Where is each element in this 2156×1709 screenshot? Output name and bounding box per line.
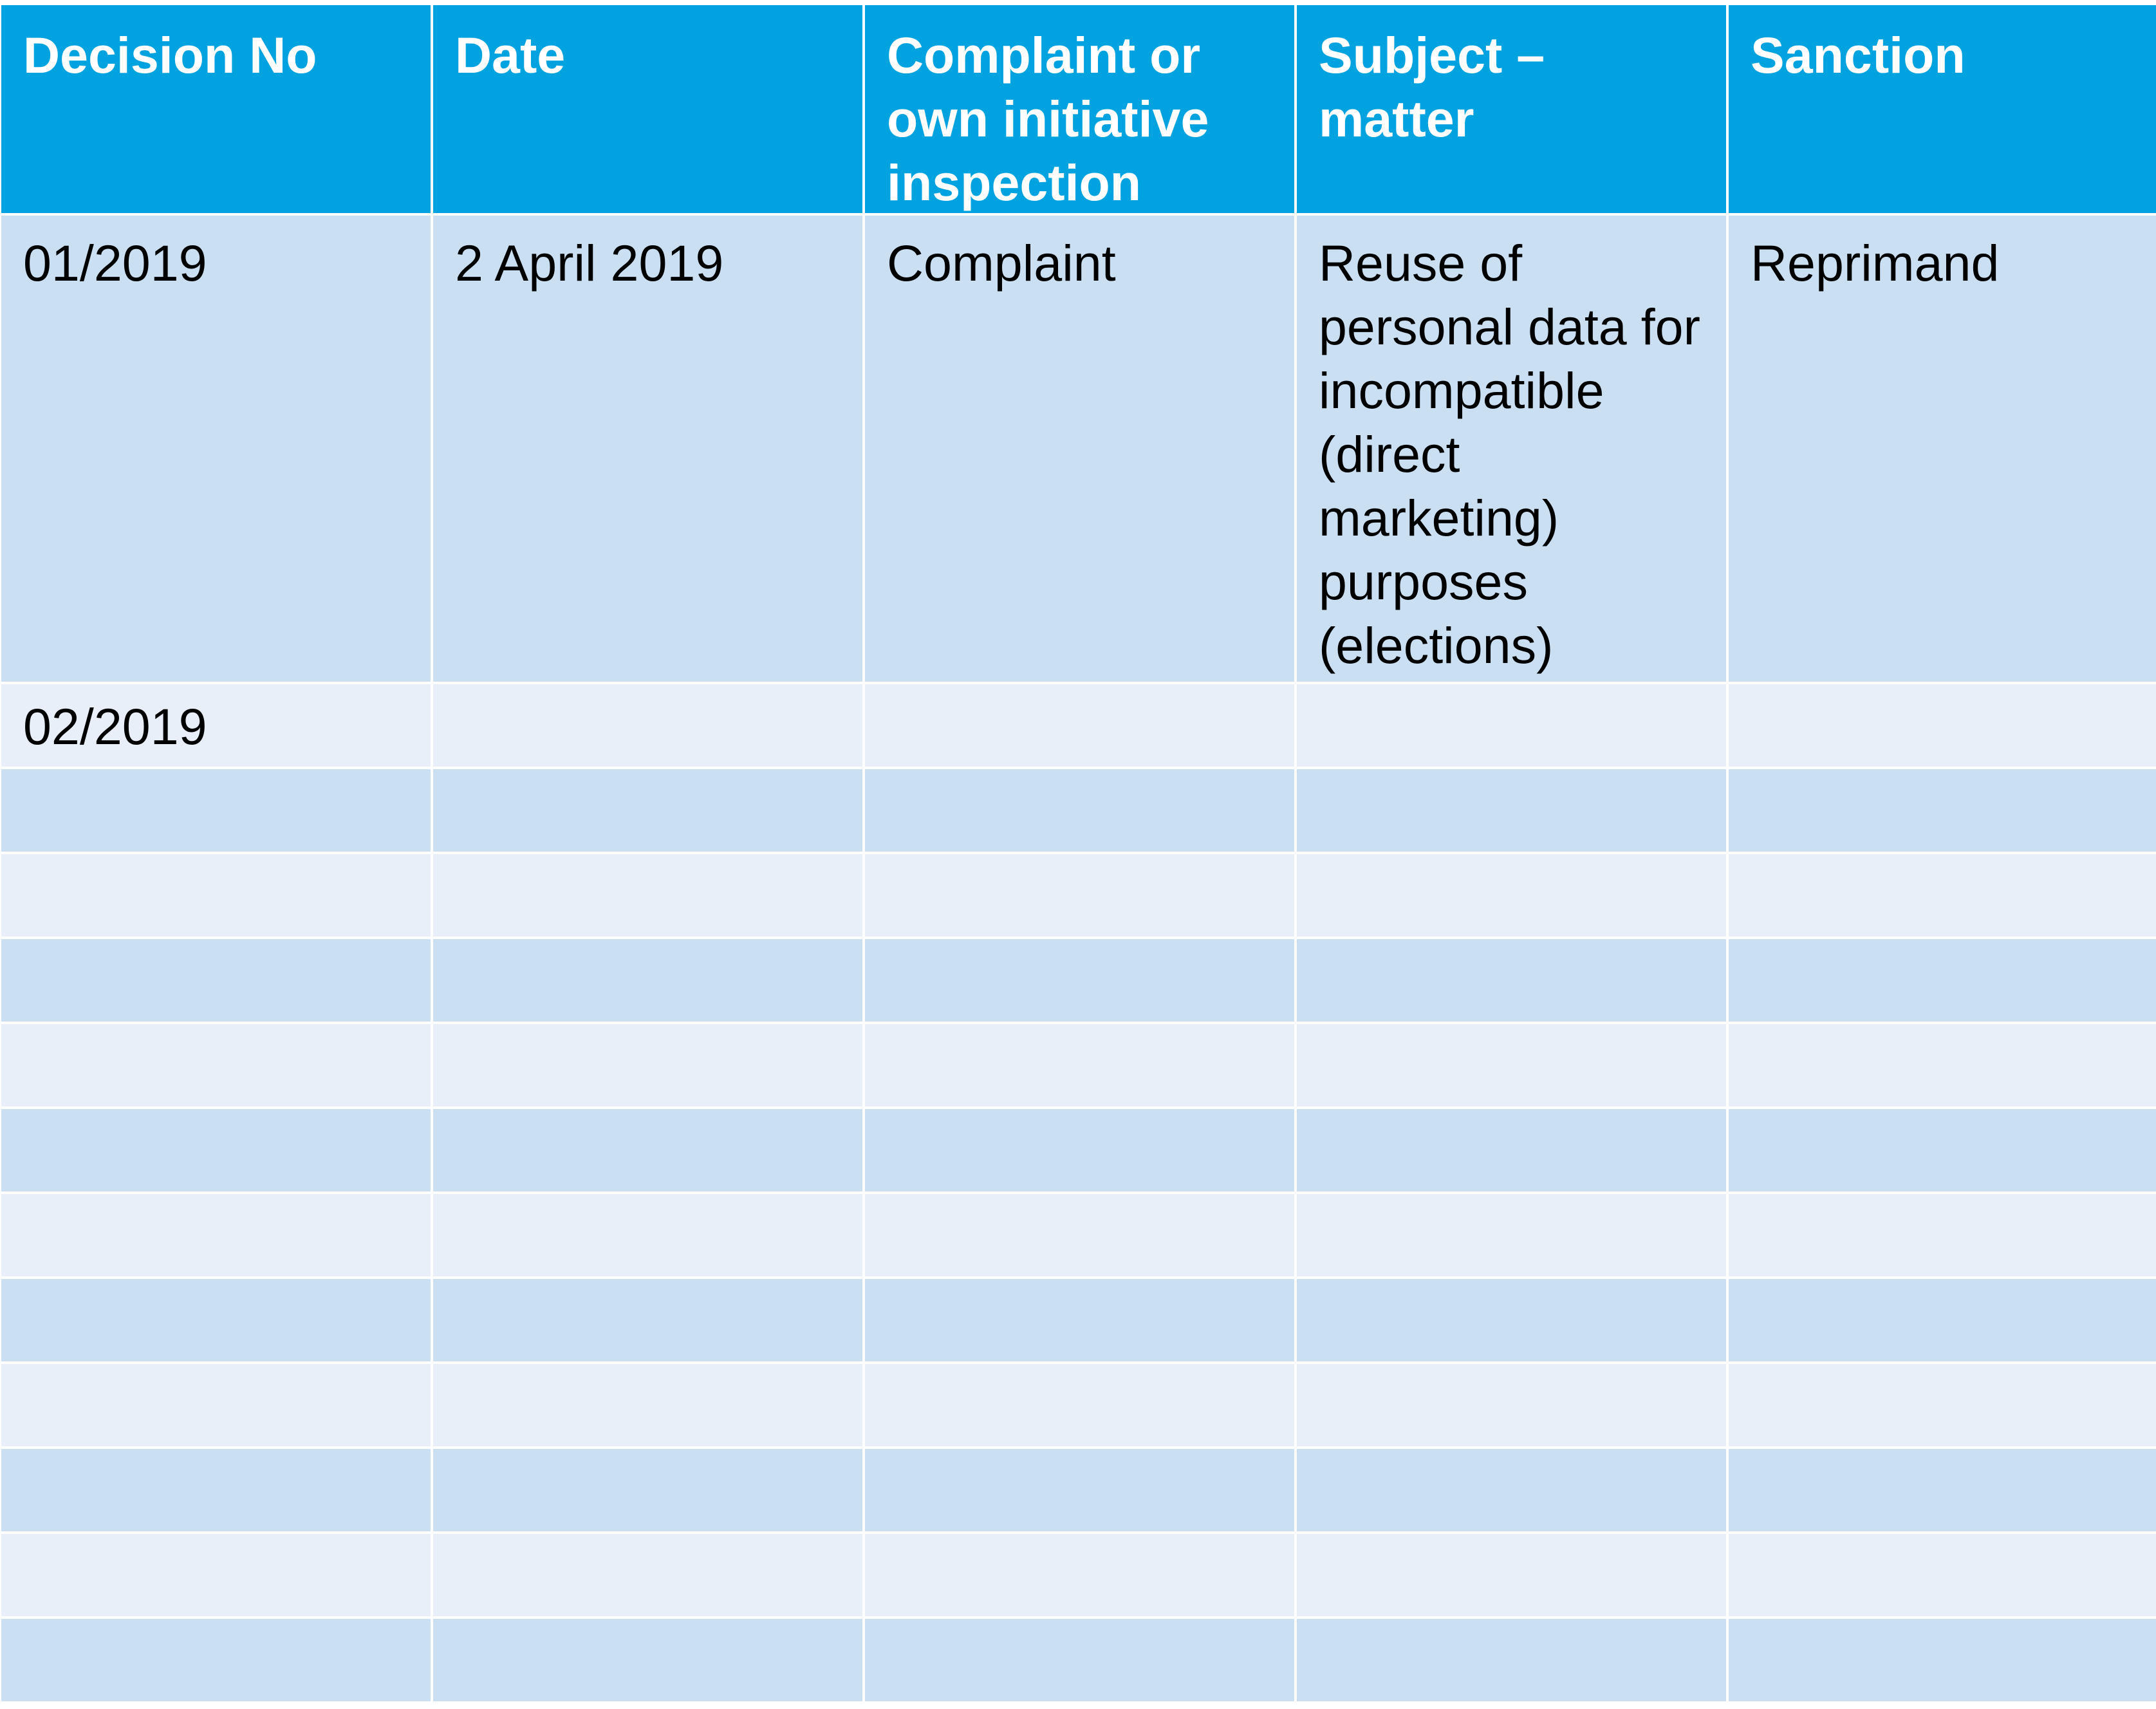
cell-date bbox=[433, 854, 862, 937]
cell-subject-matter bbox=[1297, 1024, 1726, 1107]
cell-subject-matter: Reuse of personal data for incompatible (direct marketing) purposes (elections) bbox=[1297, 216, 1726, 682]
cell-sanction bbox=[1729, 1109, 2156, 1191]
cell-complaint-or-inspection bbox=[865, 939, 1294, 1022]
cell-decision-no bbox=[1, 769, 431, 852]
cell-subject-matter bbox=[1297, 1194, 1726, 1276]
cell-decision-no bbox=[1, 1194, 431, 1276]
cell-date bbox=[433, 1109, 862, 1191]
cell-date bbox=[433, 1449, 862, 1531]
cell-subject-matter bbox=[1297, 1534, 1726, 1616]
cell-date bbox=[433, 1194, 862, 1276]
cell-subject-matter bbox=[1297, 1279, 1726, 1361]
cell-complaint-or-inspection bbox=[865, 1364, 1294, 1446]
cell-complaint-or-inspection bbox=[865, 1279, 1294, 1361]
header-decision-no: Decision No bbox=[1, 5, 431, 213]
cell-decision-no bbox=[1, 1024, 431, 1107]
cell-date bbox=[433, 1364, 862, 1446]
cell-date bbox=[433, 1024, 862, 1107]
cell-decision-no bbox=[1, 1109, 431, 1191]
cell-subject-matter bbox=[1297, 1619, 1726, 1701]
header-subject-matter: Subject – matter bbox=[1297, 5, 1726, 213]
cell-decision-no bbox=[1, 1619, 431, 1701]
cell-decision-no bbox=[1, 939, 431, 1022]
cell-complaint-or-inspection bbox=[865, 769, 1294, 852]
cell-sanction bbox=[1729, 1194, 2156, 1276]
cell-sanction: Reprimand bbox=[1729, 216, 2156, 682]
cell-date bbox=[433, 1619, 862, 1701]
cell-complaint-or-inspection bbox=[865, 1024, 1294, 1107]
cell-complaint-or-inspection bbox=[865, 1619, 1294, 1701]
header-sanction: Sanction bbox=[1729, 5, 2156, 213]
cell-complaint-or-inspection bbox=[865, 1534, 1294, 1616]
cell-complaint-or-inspection bbox=[865, 1109, 1294, 1191]
cell-subject-matter bbox=[1297, 939, 1726, 1022]
cell-complaint-or-inspection bbox=[865, 684, 1294, 767]
cell-decision-no: 02/2019 bbox=[1, 684, 431, 767]
cell-sanction bbox=[1729, 1534, 2156, 1616]
cell-date bbox=[433, 684, 862, 767]
cell-decision-no bbox=[1, 1279, 431, 1361]
cell-subject-matter bbox=[1297, 1449, 1726, 1531]
cell-date bbox=[433, 769, 862, 852]
cell-date bbox=[433, 1534, 862, 1616]
cell-decision-no bbox=[1, 1534, 431, 1616]
cell-subject-matter bbox=[1297, 854, 1726, 937]
cell-complaint-or-inspection: Complaint bbox=[865, 216, 1294, 682]
header-date: Date bbox=[433, 5, 862, 213]
cell-date bbox=[433, 1279, 862, 1361]
cell-subject-matter bbox=[1297, 769, 1726, 852]
cell-decision-no bbox=[1, 1449, 431, 1531]
cell-sanction bbox=[1729, 769, 2156, 852]
cell-subject-matter bbox=[1297, 1109, 1726, 1191]
cell-date: 2 April 2019 bbox=[433, 216, 862, 682]
cell-sanction bbox=[1729, 1279, 2156, 1361]
header-complaint-or-inspection: Complaint or own initiative inspection bbox=[865, 5, 1294, 213]
cell-subject-matter bbox=[1297, 684, 1726, 767]
cell-sanction bbox=[1729, 1364, 2156, 1446]
cell-complaint-or-inspection bbox=[865, 1449, 1294, 1531]
cell-decision-no: 01/2019 bbox=[1, 216, 431, 682]
cell-complaint-or-inspection bbox=[865, 854, 1294, 937]
cell-sanction bbox=[1729, 684, 2156, 767]
cell-sanction bbox=[1729, 854, 2156, 937]
cell-sanction bbox=[1729, 1024, 2156, 1107]
cell-subject-matter bbox=[1297, 1364, 1726, 1446]
cell-decision-no bbox=[1, 1364, 431, 1446]
cell-sanction bbox=[1729, 1619, 2156, 1701]
cell-complaint-or-inspection bbox=[865, 1194, 1294, 1276]
cell-sanction bbox=[1729, 939, 2156, 1022]
decisions-table bbox=[1, 5, 2153, 1701]
cell-decision-no bbox=[1, 854, 431, 937]
cell-date bbox=[433, 939, 862, 1022]
cell-sanction bbox=[1729, 1449, 2156, 1531]
